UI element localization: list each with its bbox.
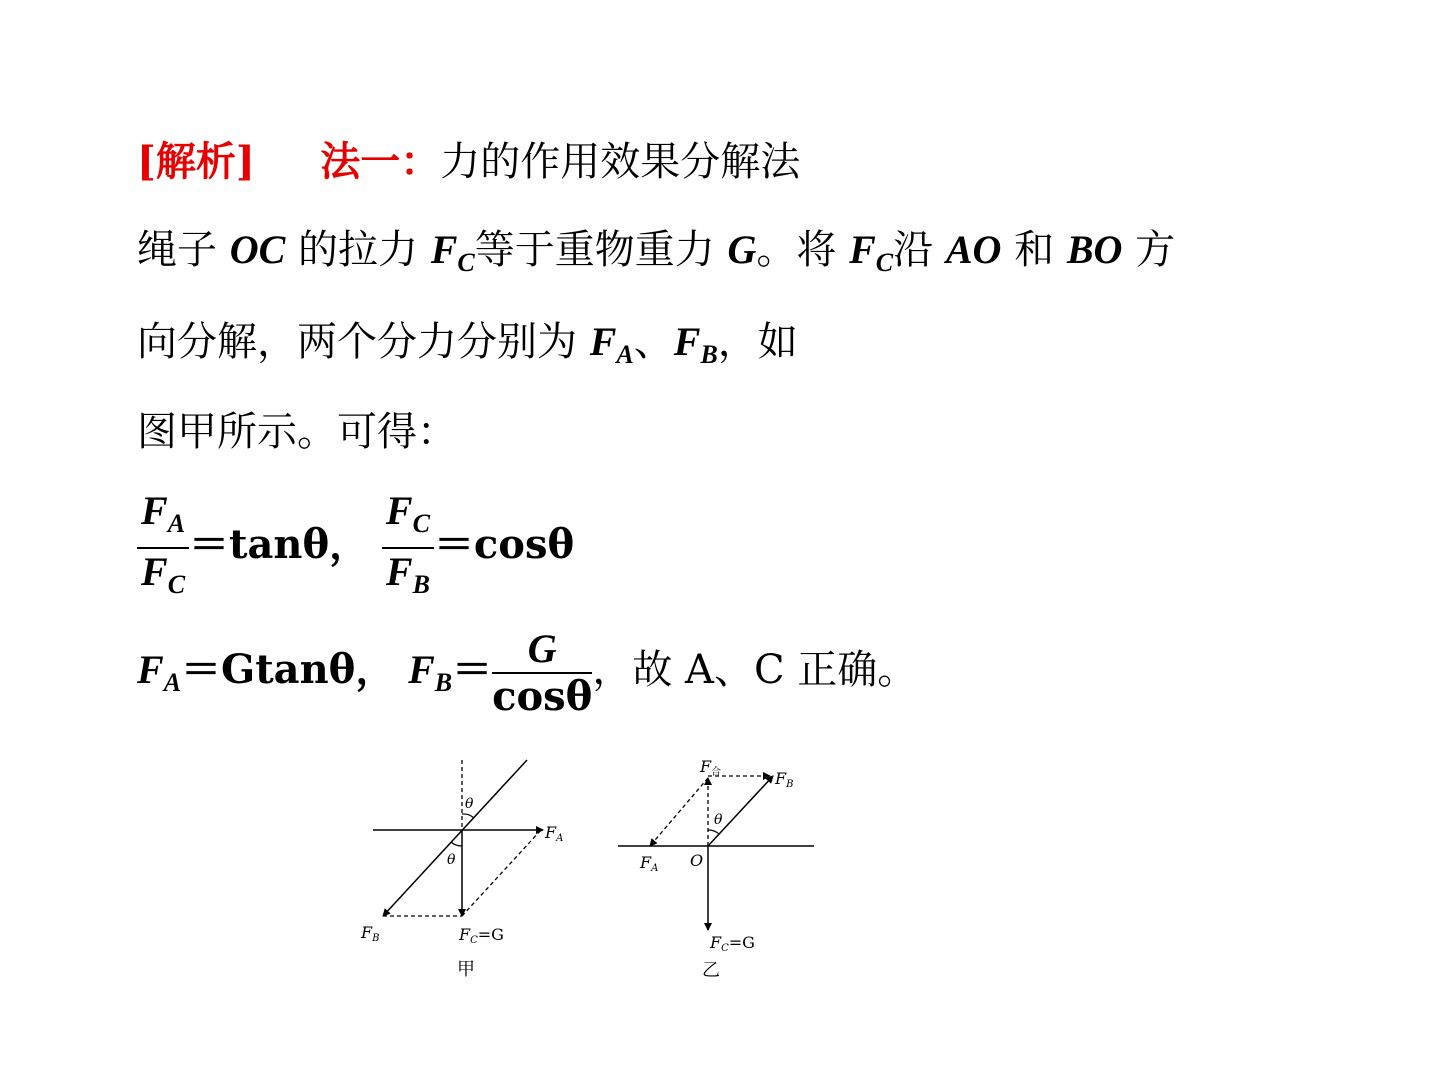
var-f: F (408, 647, 435, 692)
sub-b: B (700, 340, 718, 369)
paragraph-line-3 (137, 400, 457, 457)
sub-a: A (616, 340, 634, 369)
text: 向分解，两个分力分别为 (137, 319, 590, 365)
text: 。将 (756, 227, 850, 273)
fc-label: FC=G (710, 933, 755, 954)
figure-jia (355, 750, 585, 990)
sub-c: C (412, 509, 430, 538)
var-g: G (727, 227, 757, 272)
var-f: F (385, 549, 413, 594)
var-bo: BO (1066, 227, 1123, 272)
fraction-fc-fb (382, 488, 434, 608)
fb-label: FB (775, 769, 794, 790)
text: 和 (1001, 227, 1067, 273)
theta-label: θ (447, 852, 456, 868)
fb-arrow (383, 760, 527, 916)
sub-b: B (434, 668, 453, 697)
angle-arc (708, 830, 719, 834)
text: 等于重物重力 (474, 227, 728, 273)
var-f: F (141, 488, 168, 533)
sub-c: C (167, 570, 186, 599)
text: 、 (633, 319, 674, 365)
var-f: F (137, 647, 164, 692)
theta-label: θ (465, 796, 474, 812)
sub-c: C (457, 248, 475, 277)
text: 沿 (893, 227, 946, 273)
fb-label: FB (361, 923, 380, 944)
fc-label: FC=G (459, 925, 504, 946)
equation-line-2 (137, 626, 917, 720)
var-f: F (849, 227, 876, 272)
var-f: F (141, 549, 168, 594)
sub-b: B (412, 570, 430, 599)
var-f: F (589, 319, 617, 364)
text: 的拉力 (285, 227, 431, 273)
origin-label: O (690, 851, 704, 870)
text: 图甲所示。可得： (137, 409, 457, 455)
eq-equals: ＝ (452, 646, 493, 693)
fraction-g-cos (492, 626, 592, 720)
var-ao: AO (945, 227, 1002, 272)
paragraph-line-1 (137, 218, 1175, 278)
dashed-diagonal (462, 830, 541, 916)
fa-label: FA (640, 853, 659, 874)
paragraph-line-2 (137, 310, 798, 370)
var-oc: OC (229, 227, 286, 272)
sub-c: C (875, 248, 894, 277)
figure-yi (610, 750, 830, 990)
conclusion: ，故 A、C 正确。 (592, 647, 918, 693)
heading-line (137, 130, 800, 187)
method-label: 法一： (320, 138, 441, 185)
fa-label: FA (545, 823, 564, 844)
fa-arrow (650, 778, 708, 846)
fb-arrow (708, 776, 773, 846)
theta-label: θ (714, 812, 723, 828)
frac-num: G (527, 626, 557, 671)
sub-a: A (163, 668, 182, 697)
text: ，如 (717, 319, 798, 365)
eq-gtan: ＝Gtanθ， (181, 646, 396, 693)
sub-a: A (167, 509, 186, 538)
angle-arc-top (462, 814, 474, 818)
text: 方 (1122, 227, 1176, 273)
var-f: F (430, 227, 458, 272)
angle-arc-bottom (451, 842, 462, 846)
caption-jia: 甲 (457, 959, 475, 980)
var-f: F (673, 319, 701, 364)
fraction-fa-fc (137, 488, 189, 608)
eq-tan: ＝tanθ， (189, 521, 370, 568)
method-title: 力的作用效果分解法 (440, 139, 801, 185)
analysis-label: [解析] (137, 138, 255, 185)
text: 绳子 (137, 227, 230, 273)
eq-cos: ＝cosθ (433, 521, 575, 568)
caption-yi: 乙 (702, 960, 720, 981)
f-he-label: F合 (700, 757, 722, 778)
var-f: F (385, 488, 413, 533)
equation-line-1 (137, 488, 574, 608)
frac-den: cosθ (492, 673, 593, 720)
